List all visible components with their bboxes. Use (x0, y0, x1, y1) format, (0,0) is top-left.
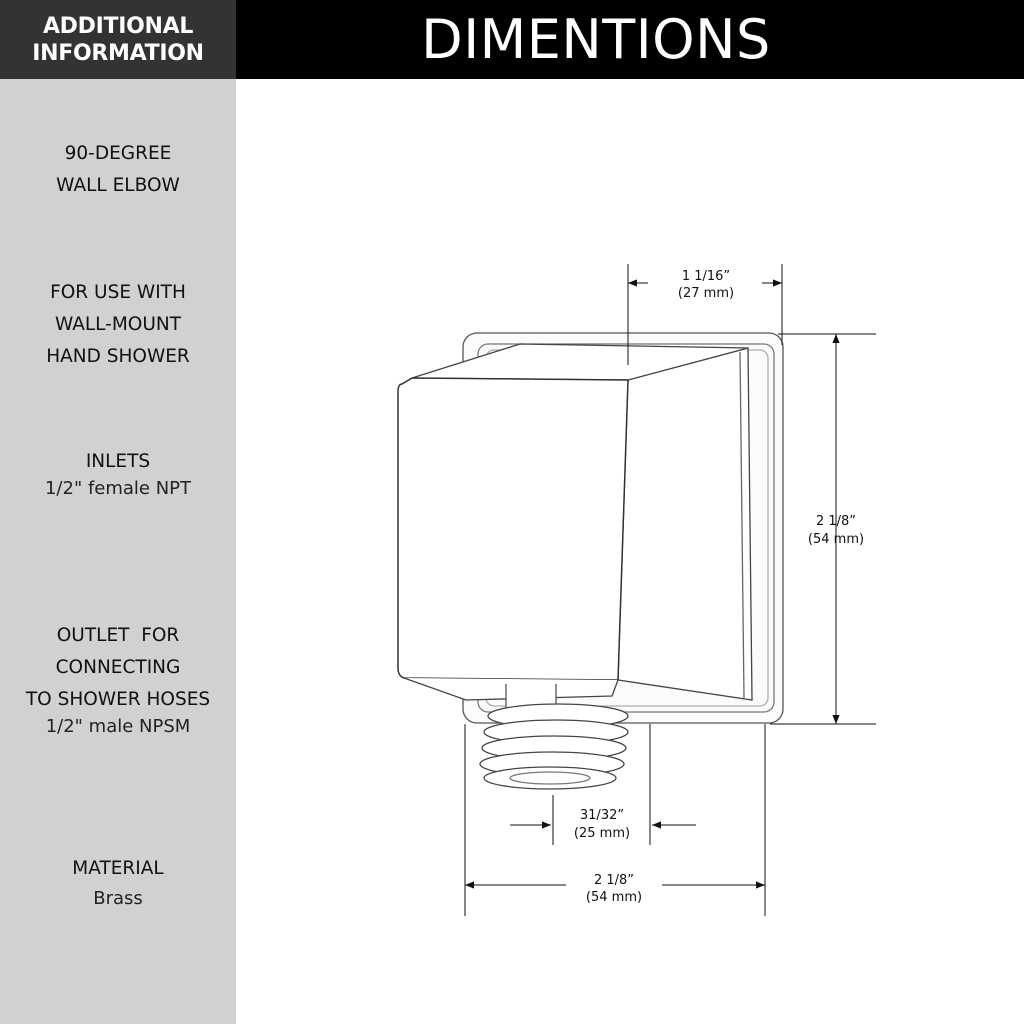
spec-value: Brass (93, 888, 143, 909)
spec-title-line: 90-DEGREE (64, 143, 172, 164)
sidebar-header-line2: INFORMATION (32, 40, 204, 66)
height-imperial-label: 2 1/8” (815, 514, 857, 529)
outlet-metric-label: (25 mm) (573, 826, 631, 841)
spec-title-line: MATERIAL (72, 858, 164, 879)
spec-title-line: HAND SHOWER (46, 346, 190, 367)
sidebar-header-line1: ADDITIONAL (42, 13, 194, 39)
spec-title-line: INLETS (85, 451, 151, 472)
spec-title-line: WALL-MOUNT (54, 314, 182, 335)
spec-value: 1/2" female NPT (44, 478, 192, 499)
width-metric-label: (54 mm) (585, 890, 643, 905)
height-metric-label: (54 mm) (807, 532, 865, 547)
spec-title-line: WALL ELBOW (56, 175, 180, 196)
outlet-imperial-label: 31/32” (579, 808, 625, 823)
spec-title-line: OUTLET FOR (56, 625, 180, 646)
depth-metric-label: (27 mm) (677, 286, 735, 301)
width-imperial-label: 2 1/8” (593, 873, 635, 888)
depth-imperial-label: 1 1/16” (681, 269, 731, 284)
wall-elbow-outline (398, 333, 783, 789)
spec-value: 1/2" male NPSM (45, 716, 191, 737)
page-title: DIMENTIONS (421, 8, 771, 71)
spec-title-line: TO SHOWER HOSES (25, 689, 211, 710)
spec-title-line: FOR USE WITH (50, 282, 186, 303)
spec-title-line: CONNECTING (55, 657, 181, 678)
